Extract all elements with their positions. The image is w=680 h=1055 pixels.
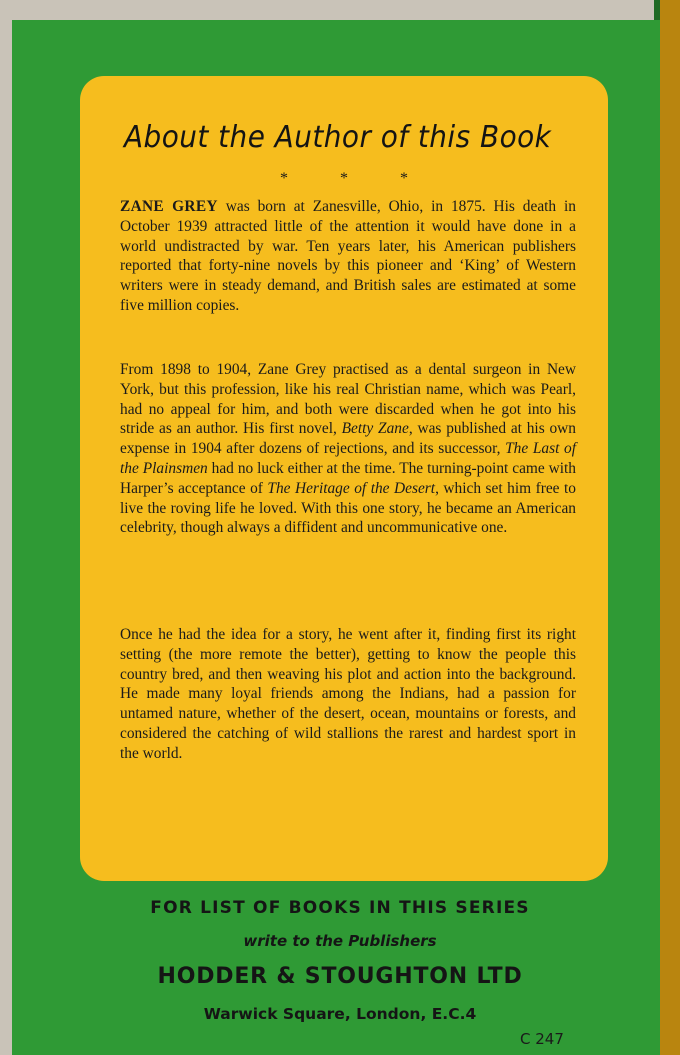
panel-title: About the Author of this Book <box>124 120 552 155</box>
publisher-address: Warwick Square, London, E.C.4 <box>203 1005 477 1023</box>
series-list-notice: FOR LIST OF BOOKS IN THIS SERIES <box>150 898 530 918</box>
bio-paragraph-3: Once he had the idea for a story, he went after it, finding first its right setting (the more remote the better), getting to know the people this country bred, and then weaving his plot and action into the background. He made many loyal friends among the Indians, had a passion for untamed nature, whether of the desert, ocean, mountains or forests, and considered the catching of wild stallions the rarest and hardest sport in the world. <box>120 626 576 762</box>
catalog-code: C 247 <box>520 1030 564 1048</box>
bio-paragraph-2 <box>120 360 576 538</box>
book-title-heritage-of-the-desert: The Heritage of the Desert <box>267 479 436 497</box>
publisher-name: HODDER & STOUGHTON LTD <box>157 964 523 989</box>
author-name: ZANE GREY <box>120 198 218 215</box>
bio-paragraph-2-part-1: From 1898 to 1904, Zane Grey practised as a dental surgeon in New York, but this profession, like his real Christian name, which was Pearl, had no appeal for him, and both were discarded when he got into his stride as an author. His first novel, <box>120 361 576 438</box>
bio-paragraph-2-part-4: , which set him free to live the roving life he loved. With this one story, he became an American celebrity, though always a diffident and uncommunicative one. <box>120 479 576 537</box>
bio-paragraph-1-text: was born at Zanesville, Ohio, in 1875. His death in October 1939 attracted little of the attention it would have done in a world undistracted by war. Ten years later, his American publishers reported that forty-nine novels by this pioneer and ‘King’ of Western writers were in steady demand, and British sales are estimated at some five million copies. <box>120 198 577 314</box>
book-title-betty-zane: Betty Zane <box>341 420 409 438</box>
bio-paragraph-1 <box>120 197 576 316</box>
bio-paragraph-2-part-2: , was published at his own expense in 1904 after dozens of rejections, and its successor, <box>120 420 576 458</box>
book-spine <box>660 0 680 1055</box>
bio-paragraph-2-part-3: had no luck either at the time. The turning-point came with Harper’s acceptance of <box>120 459 576 497</box>
book-title-last-of-the-plainsmen: The Last of the Plainsmen <box>120 440 576 477</box>
ornament-stars: * * * <box>280 170 432 187</box>
write-to-publishers: write to the Publishers <box>243 932 437 950</box>
